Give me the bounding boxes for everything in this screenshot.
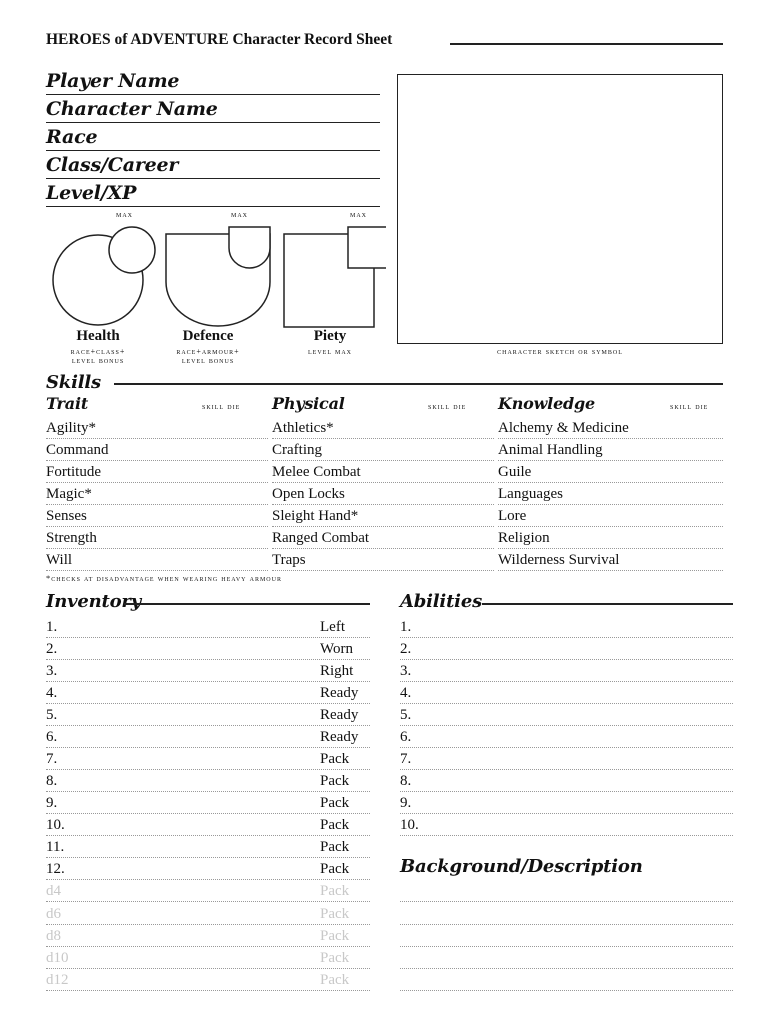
abilities-rule <box>482 603 733 605</box>
inventory-row[interactable]: 7. Pack <box>46 748 370 770</box>
skill-row[interactable]: Melee Combat <box>272 461 494 483</box>
ability-row[interactable]: 10. <box>400 814 733 836</box>
ability-row[interactable]: 4. <box>400 682 733 704</box>
defence-sub1: race+armour+ <box>176 347 240 356</box>
inventory-slot: Left <box>320 619 345 635</box>
inventory-row[interactable]: 6. Ready <box>46 726 370 748</box>
skill-row[interactable]: Animal Handling <box>498 439 723 461</box>
inventory-slot: Pack <box>320 950 350 966</box>
knowledge-skill-die-label: skill die <box>670 401 709 411</box>
inventory-slot: Pack <box>320 817 350 833</box>
skill-row[interactable]: Strength <box>46 527 268 549</box>
background-line[interactable] <box>400 969 733 991</box>
skill-row[interactable]: Agility* <box>46 417 268 439</box>
player-name-label: Player Name <box>46 70 180 92</box>
inventory-slot: Pack <box>320 773 350 789</box>
ability-row[interactable]: 1. <box>400 616 733 638</box>
stat-shapes <box>46 220 386 332</box>
piety-max-square <box>348 227 386 268</box>
skill-row[interactable]: Crafting <box>272 439 494 461</box>
ability-row[interactable]: 3. <box>400 660 733 682</box>
physical-skill-die-label: skill die <box>428 401 467 411</box>
class-career-label: Class/Career <box>46 154 179 176</box>
skill-row[interactable]: Wilderness Survival <box>498 549 723 571</box>
inventory-slot: Pack <box>320 883 350 899</box>
inventory-slot: Ready <box>320 729 359 745</box>
ability-row[interactable]: 2. <box>400 638 733 660</box>
inventory-slot: Ready <box>320 685 359 701</box>
skill-row[interactable]: Will <box>46 549 268 571</box>
skill-row[interactable]: Languages <box>498 483 723 505</box>
skill-row[interactable]: Magic* <box>46 483 268 505</box>
background-line[interactable] <box>400 925 733 947</box>
skills-footnote: *checks at disadvantage when wearing heavy armour <box>46 573 282 583</box>
skill-row[interactable]: Senses <box>46 505 268 527</box>
inventory-slot: Pack <box>320 972 350 988</box>
ability-row[interactable]: 9. <box>400 792 733 814</box>
background-line[interactable] <box>400 880 733 902</box>
skill-row[interactable]: Lore <box>498 505 723 527</box>
ability-row[interactable]: 6. <box>400 726 733 748</box>
class-career-field[interactable] <box>46 152 380 179</box>
trait-skill-die-label: skill die <box>202 401 241 411</box>
inventory-dice-row[interactable]: d6 Pack <box>46 903 370 925</box>
skill-row[interactable]: Athletics* <box>272 417 494 439</box>
inventory-slot: Right <box>320 663 354 679</box>
character-name-field[interactable] <box>46 96 380 123</box>
level-xp-field[interactable] <box>46 180 380 207</box>
skills-rule <box>114 383 723 385</box>
inventory-slot: Pack <box>320 839 350 855</box>
defence-sub2: level bonus <box>181 356 235 365</box>
defence-max-shield <box>229 227 270 268</box>
sketch-caption: character sketch or symbol <box>497 346 623 356</box>
piety-label: Piety <box>313 328 347 344</box>
player-name-field[interactable] <box>46 68 380 95</box>
inventory-slot: Pack <box>320 795 350 811</box>
defence-max-label: max <box>231 209 249 219</box>
sheet-title: HEROES of ADVENTURE Character Record Sheet <box>46 31 393 48</box>
inventory-row[interactable]: 10. Pack <box>46 814 370 836</box>
abilities-heading: Abilities <box>400 591 483 612</box>
skill-row[interactable]: Religion <box>498 527 723 549</box>
skill-row[interactable]: Fortitude <box>46 461 268 483</box>
inventory-dice-row[interactable]: d12 Pack <box>46 969 370 991</box>
character-sketch-box[interactable] <box>397 74 723 344</box>
inventory-slot: Pack <box>320 751 350 767</box>
health-sub2: level bonus <box>71 356 125 365</box>
inventory-row[interactable]: 11. Pack <box>46 836 370 858</box>
ability-row[interactable]: 8. <box>400 770 733 792</box>
title-rule <box>450 43 723 45</box>
skill-row[interactable]: Ranged Combat <box>272 527 494 549</box>
health-max-circle <box>109 227 155 273</box>
health-label: Health <box>76 328 120 344</box>
background-line[interactable] <box>400 947 733 969</box>
inventory-heading: Inventory <box>46 591 141 612</box>
health-sub1: race+class+ <box>70 347 126 356</box>
inventory-dice-row[interactable]: d8 Pack <box>46 925 370 947</box>
level-xp-label: Level/XP <box>46 182 137 204</box>
knowledge-heading: Knowledge <box>498 394 595 413</box>
inventory-row[interactable]: 5. Ready <box>46 704 370 726</box>
trait-heading: Trait <box>46 394 89 413</box>
inventory-dice-row[interactable]: d4 Pack <box>46 880 370 902</box>
inventory-slot: Ready <box>320 707 359 723</box>
race-field[interactable] <box>46 124 380 151</box>
inventory-slot: Pack <box>320 906 350 922</box>
inventory-row[interactable]: 4. Ready <box>46 682 370 704</box>
inventory-row[interactable]: 9. Pack <box>46 792 370 814</box>
skill-row[interactable]: Guile <box>498 461 723 483</box>
ability-row[interactable]: 5. <box>400 704 733 726</box>
ability-row[interactable]: 7. <box>400 748 733 770</box>
skills-heading: Skills <box>46 372 101 393</box>
piety-max-label: max <box>350 209 368 219</box>
inventory-row[interactable]: 12. Pack <box>46 858 370 880</box>
skill-row[interactable]: Alchemy & Medicine <box>498 417 723 439</box>
skill-row[interactable]: Command <box>46 439 268 461</box>
inventory-rule <box>124 603 370 605</box>
skill-row[interactable]: Traps <box>272 549 494 571</box>
background-heading: Background/Description <box>400 856 643 877</box>
skill-row[interactable]: Open Locks <box>272 483 494 505</box>
health-max-label: max <box>116 209 134 219</box>
inventory-row[interactable]: 3. Right <box>46 660 370 682</box>
character-name-label: Character Name <box>46 98 218 120</box>
inventory-row[interactable]: 8. Pack <box>46 770 370 792</box>
race-label: Race <box>46 126 98 148</box>
inventory-slot: Pack <box>320 928 350 944</box>
inventory-dice-row[interactable]: d10 Pack <box>46 947 370 969</box>
defence-label: Defence <box>182 328 234 344</box>
skill-row[interactable]: Sleight Hand* <box>272 505 494 527</box>
inventory-row[interactable]: 2. Worn <box>46 638 370 660</box>
inventory-row[interactable]: 1. Left <box>46 616 370 638</box>
inventory-slot: Worn <box>320 641 353 657</box>
physical-heading: Physical <box>272 394 345 413</box>
piety-sub1: level max <box>308 347 352 356</box>
inventory-slot: Pack <box>320 861 350 877</box>
background-line[interactable] <box>400 903 733 925</box>
